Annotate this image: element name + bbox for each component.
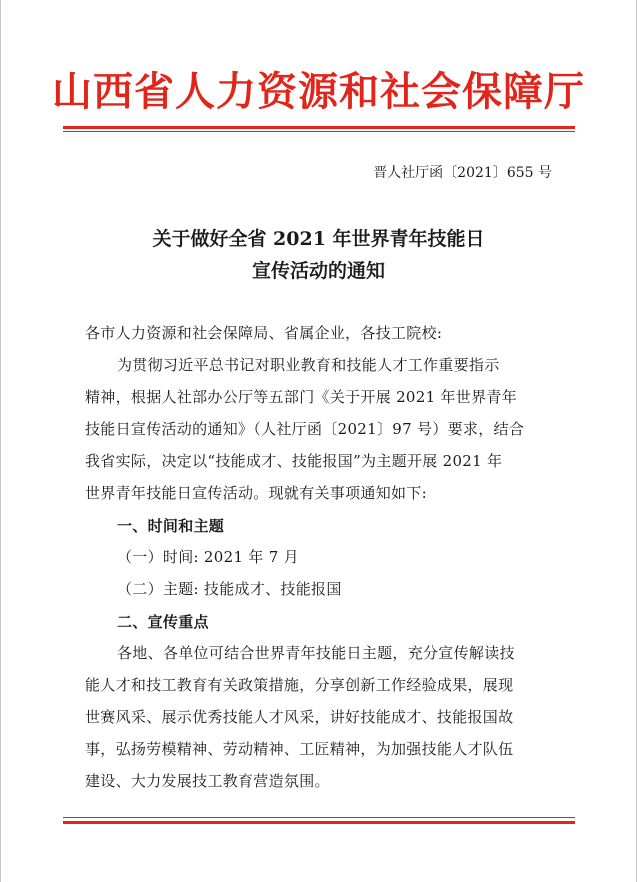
salutation: 各市人力资源和社会保障局、省属企业，各技工院校:	[85, 324, 443, 342]
footer-rule-thin	[63, 817, 575, 818]
masthead-title: 山西省人力资源和社会保障厅	[52, 68, 585, 115]
masthead-rule-thick	[63, 126, 575, 129]
footer-rule-thick	[63, 821, 575, 824]
publicity-paragraph-line: 世赛风采、展示优秀技能人才风采，讲好技能成才、技能报国故	[85, 708, 514, 726]
document-title-line-2: 宣传活动的通知	[251, 260, 385, 282]
publicity-paragraph-line: 能人才和技工教育有关政策措施，分享创新工作经验成果，展现	[85, 676, 514, 694]
masthead-rule-thin	[63, 131, 575, 132]
section-heading-time-theme: 一、时间和主题	[117, 517, 225, 535]
section-item-theme: （二）主题: 技能成才、技能报国	[117, 580, 342, 598]
intro-paragraph-line: 世界青年技能日宣传活动。现就有关事项通知如下:	[85, 484, 427, 502]
document-title-line-1: 关于做好全省 2021 年世界青年技能日	[152, 228, 485, 250]
intro-paragraph-line: 技能日宣传活动的通知》（人社厅函〔2021〕97 号）要求，结合	[85, 420, 525, 438]
intro-paragraph-line: 我省实际，决定以“技能成才、技能报国”为主题开展 2021 年	[85, 452, 503, 470]
publicity-paragraph-line: 各地、各单位可结合世界青年技能日主题，充分宣传解读技	[117, 644, 515, 662]
section-item-time: （一）时间: 2021 年 7 月	[117, 548, 299, 566]
document-number: 晋人社厅函〔2021〕655 号	[373, 165, 552, 181]
intro-paragraph-line: 精神，根据人社部办公厅等五部门《关于开展 2021 年世界青年	[85, 388, 518, 406]
publicity-paragraph-line: 建设、大力发展技工教育营造氛围。	[85, 772, 330, 790]
publicity-paragraph-line: 事，弘扬劳模精神、劳动精神、工匠精神，为加强技能人才队伍	[85, 740, 514, 758]
intro-paragraph-line: 为贯彻习近平总书记对职业教育和技能人才工作重要指示	[117, 356, 500, 374]
section-heading-publicity-focus: 二、宣传重点	[117, 613, 209, 631]
